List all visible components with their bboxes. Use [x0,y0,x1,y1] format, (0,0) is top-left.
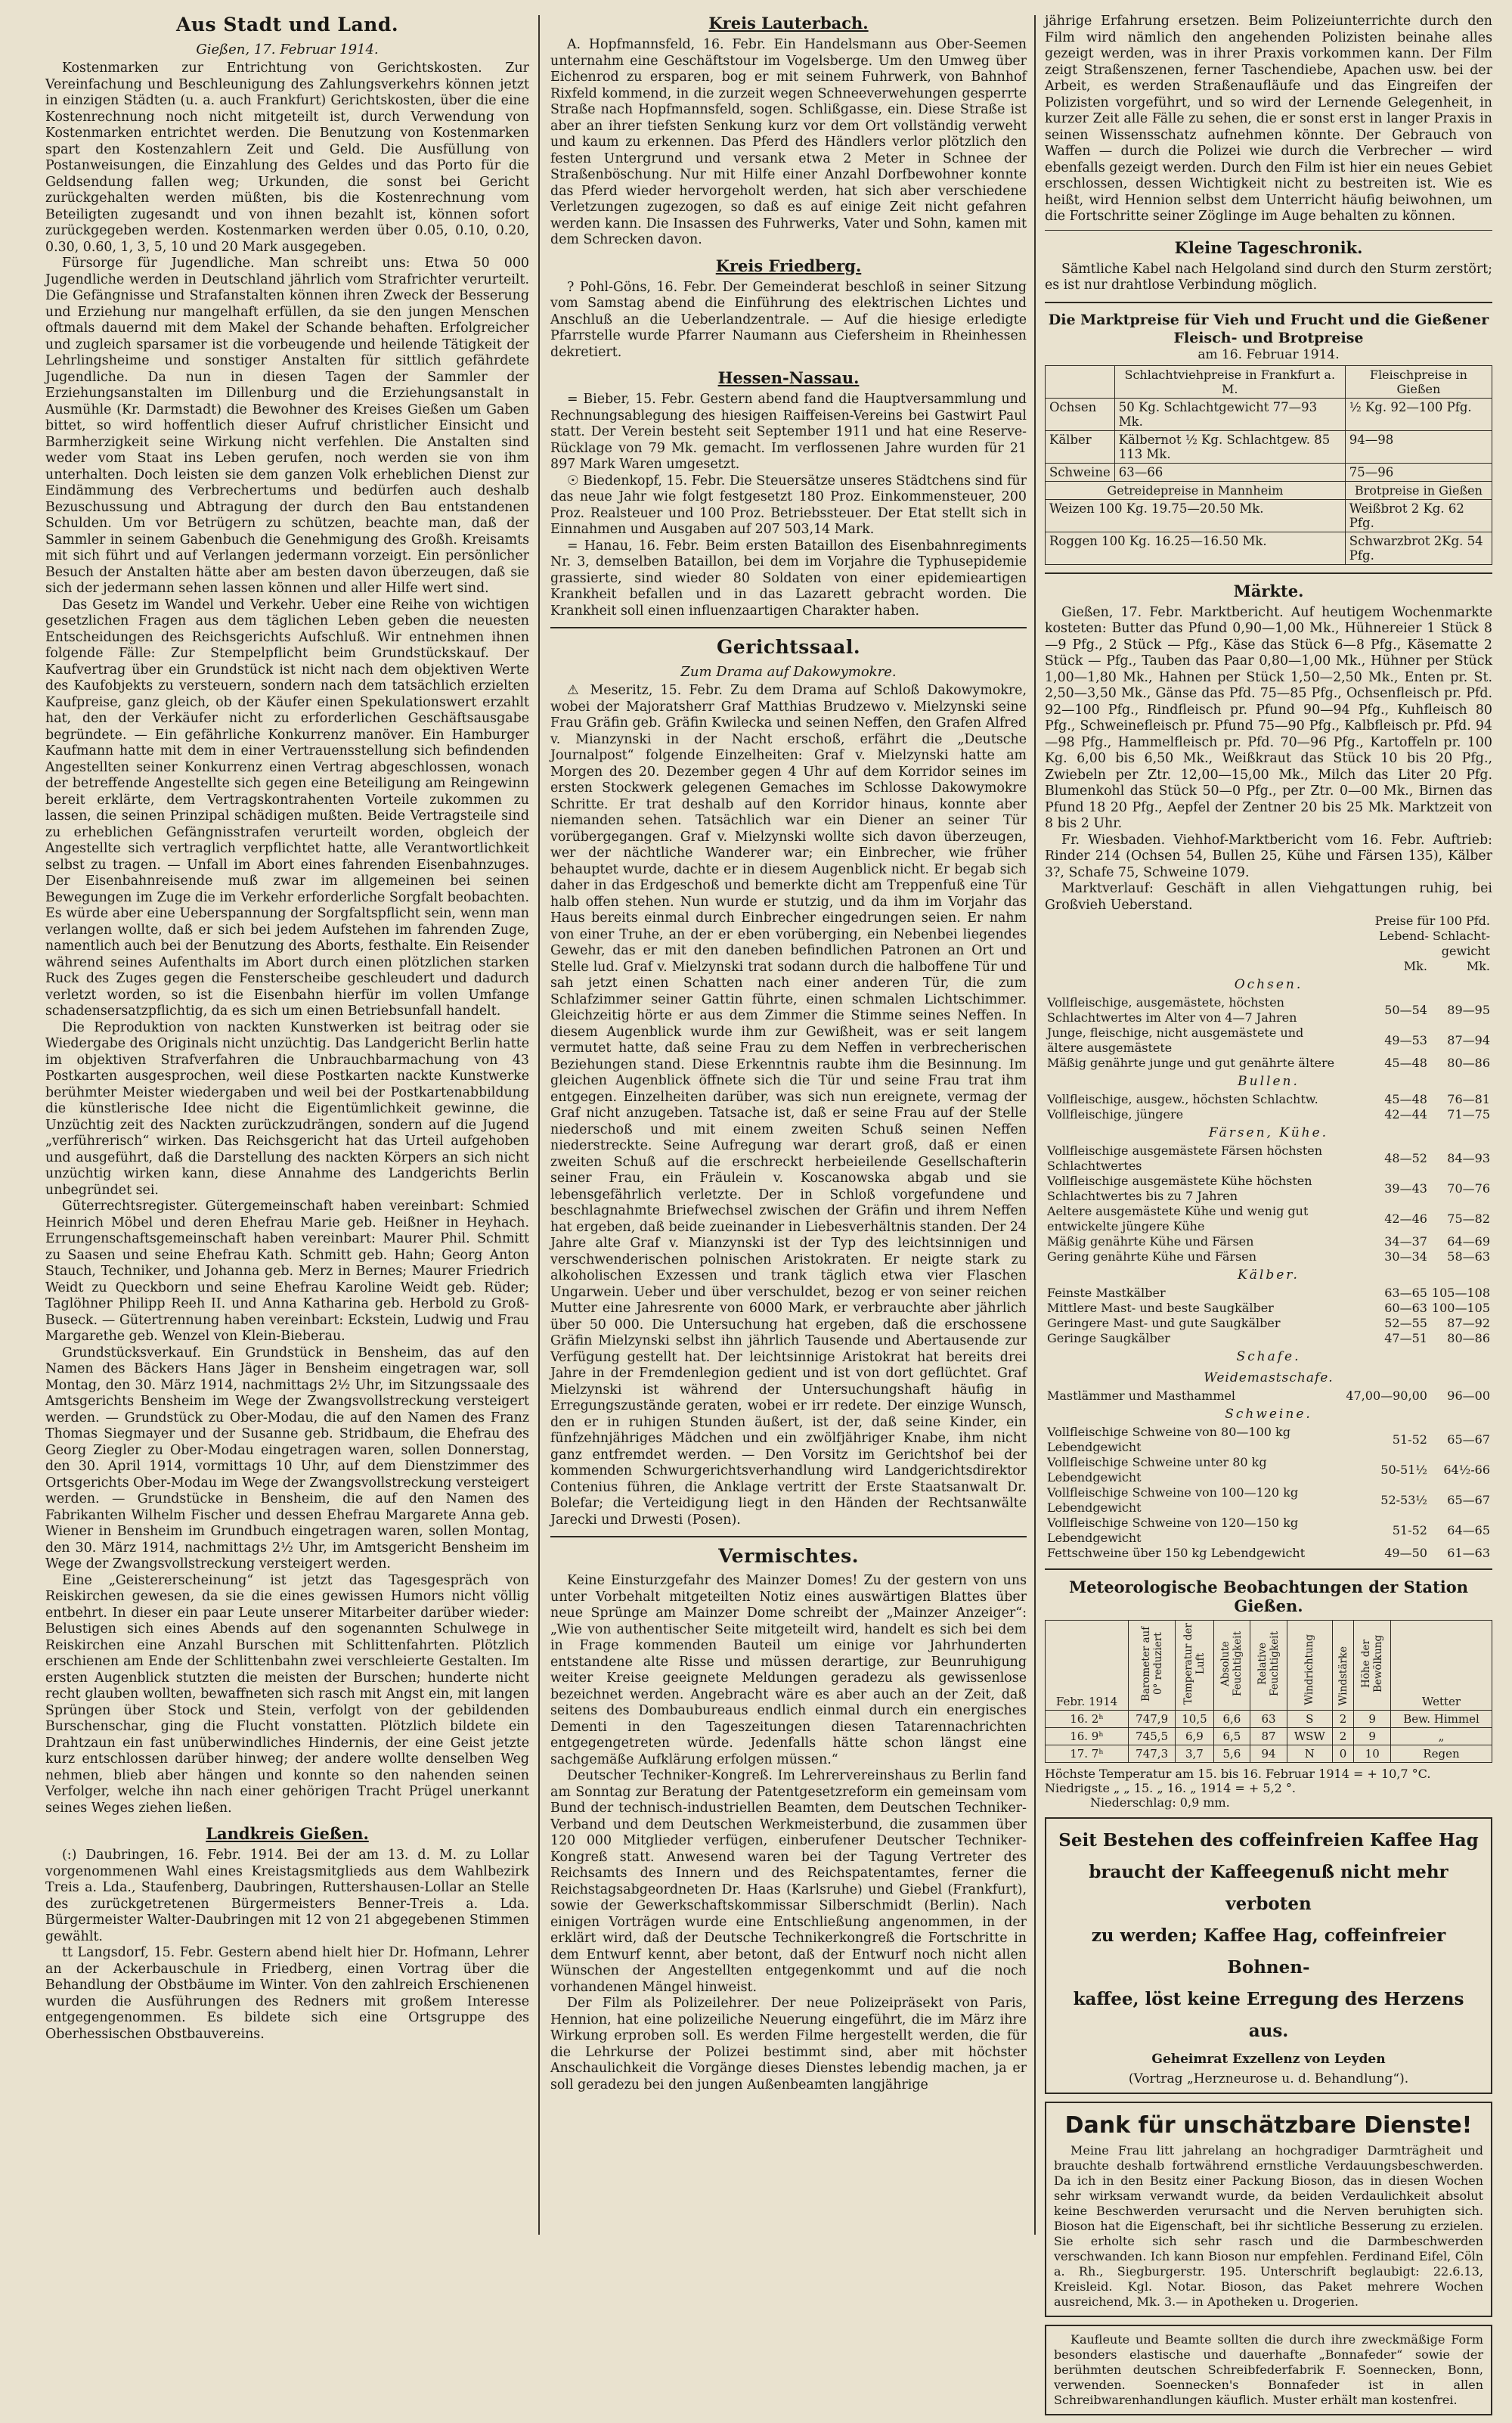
table-cell: 0 [1332,1745,1354,1763]
table-row [1045,1455,1492,1485]
table-cell-value: 105—108 [1431,1286,1490,1300]
table-cell-value: 80—86 [1447,1331,1490,1345]
table-cell: 9 [1354,1728,1391,1745]
table-cell-value: 34—37 [1384,1234,1427,1249]
table-cell-label: Mittlere Mast- und beste Saugkälber [1047,1301,1274,1315]
table-header-label: Temperatur der Luft [1182,1623,1207,1705]
weather-min-temp: Niedrigste „ „ 15. „ 16. „ 1914 = + 5,2 °. [1045,1781,1296,1795]
table-row [1045,1516,1492,1546]
table-row [1045,1143,1492,1174]
market-table-title: Die Marktpreise für Vieh und Frucht und die Gießener Fleisch- und Brotpreise [1048,311,1489,346]
article-kostenmarken: Kostenmarken zur Entrichtung von Gerichtskosten. Zur Vereinfachung und Beschleunigung des Zahlungsverkehrs können jetzt in einzigen Städten (u. a. auch Frankfurt) Gerichtskosten, über die eine Kostenrechnung noch nicht mitgeteilt ist, durch Verwendung von Kostenmarken entrichtet werden. Die Benutzung von Kostenmarken spart den Kostenzahlern Zeit und Geld. Die Ausfüllung von Postanweisungen, die Einzahlung des Geldes und das Porto für die Geldsendung fallen weg; Urkunden, die sonst bei Gericht zurückgehalten werden müßten, bis die Kostenrechnung vom Beteiligten zugesandt und von ihnen bezahlt ist, können sofort zurückgegeben werden. Kostenmarken werden über 0.05, 0.10, 0.20, 0.30, 0.60, 1, 3, 5, 10 und 20 Mark ausgegeben. [45,60,529,255]
table-cell: 745,5 [1129,1728,1176,1745]
table-cell-label: Junge, fleischige, nicht ausgemästete und ältere ausgemästete [1047,1025,1304,1055]
article-reproduktion: Die Reproduktion von nackten Kunstwerken ist beitrag oder sie Wiedergabe des Originals nicht unzüchtig. Das Landgericht Berlin hatte im objektiven Strafverfahren die Unbrauchbarmachung von 43 Postkarten ausgesprochen, weil diese Postkarten nackte Kunstwerke berühmter Meister wiedergaben und weil bei der Postkartenabbildung die künstlerische Idee nicht die Eigentümlichkeit gewinne, die Unzüchtig zeit des Nackten zurückzudrängen, sondern auf die Jugend „verführerisch“ wirken. Das Reichsgericht hat das Urteil aufgehoben und ausgeführt, daß die Darstellung des nackten Körpers an sich nicht unzüchtig wirken kann, diese Annahme des Landgerichts Berlin unbegründet sei. [45,1019,529,1198]
table-cell-value: 49—53 [1384,1033,1427,1047]
table-row [1045,995,1492,1025]
dateline: Gießen, 17. Februar 1914. [196,42,379,57]
table-cell: „ [1391,1728,1492,1745]
weather-precipitation: Niederschlag: 0,9 mm. [1090,1795,1230,1810]
table-group-heading: Schafe. [1236,1349,1301,1364]
table-cell: 6,9 [1176,1728,1213,1745]
table-cell-value: 30—34 [1384,1249,1427,1264]
table-cell: 16. 2ʰ [1046,1711,1129,1728]
table-row [1045,1234,1492,1249]
article-geist: Eine „Geistererscheinung“ ist jetzt das Tagesgespräch von Reiskirchen gewesen, da sie die eines gewissen Humors nicht völlig entbehrt. In dieser ein paar Leute unserer Mitarbeiter darüber wieder: Belustigen sich eines Abends auf den sogenannten Schulwege in Reiskirchen eine Anzahl Burschen mit Schlittenfahrten. Plötzlich erschienen am Ende der Schlittenbahn zwei verschleierte Gestalten. Im ersten Augenblick stutzten die meisten der Burschen; hunderte nicht recht glauben wollten, bewaffneten sich rasch mit Angst ein, mit langen Sprüngen über Stock und Stein, verfolgt von der gebildenden Burschenschar, ging die Flucht vonstatten. Plötzlich bildete ein Drahtzaun ein fast unüberwindliches Hindernis, der eine Geist jetzte kurz entschlossen darüber hinweg; der andere wollte denselben Weg nehmen, blieb aber hängen und konnte so den nahenden seinen Verfolger, welche ihn nach einer gehörigen Tracht Prügel unerkannt seines Weges ziehen ließen. [45,1572,529,1816]
section-title: Vermischtes. [718,1545,859,1567]
table-cell: 63 [1250,1711,1287,1728]
table-cell-value: 61—63 [1447,1546,1490,1560]
table-cell-value: 80—86 [1447,1056,1490,1070]
divider [1045,572,1492,574]
table-cell-label: Mäßig genährte Kühe und Färsen [1047,1234,1254,1249]
table-row [1046,1711,1492,1728]
table-cell: 9 [1354,1711,1391,1728]
article-headline: Zum Drama auf Dakowymokre. [680,664,897,680]
table-cell: 6,5 [1213,1728,1250,1745]
table-cell: WSW [1287,1728,1332,1745]
table-cell-label: Vollfleischige ausgemästete Färsen höchsten Schlachtwertes [1047,1143,1323,1173]
article-hanau: = Hanau, 16. Febr. Beim ersten Bataillon des Eisenbahnregiments Nr. 3, demselben Bataillon, bei dem im Vorjahre die Typhusepidemie grassierte, sind wieder 80 Soldaten von einer epidemieartigen Krankheit befallen und in das Lazarett gebracht worden. Die Krankheit soll einen influenzaartigen Charakter haben. [550,538,1027,619]
weather-table [1045,1620,1492,1763]
subsection-title: Kleine Tageschronik. [1174,237,1363,257]
table-cell: Regen [1391,1745,1492,1763]
table-cell-value: 100—105 [1431,1301,1490,1315]
divider [1045,302,1492,303]
table-header: Getreidepreise in Mannheim [1046,481,1346,499]
table-cell: 747,9 [1129,1711,1176,1728]
table-cell-value: 64½-66 [1443,1463,1490,1477]
table-row: Kälber Kälbernot ½ Kg. Schlachtgew. 85 113 Mk. 94—98 [1046,430,1492,463]
subsection-title: Märkte. [1233,581,1304,600]
table-cell-label: Mastlämmer und Masthammel [1047,1388,1236,1403]
table-row: Schweine 63—66 75—96 [1046,463,1492,481]
article-gesetz: Das Gesetz im Wandel und Verkehr. Ueber eine Reihe von wichtigen gesetzlichen Fragen aus dem täglichen Leben geben die neuesten Entscheidungen des Reichsgerichts Aufschluß. Wir entnehmen ihnen folgende Fälle: Zur Stempelpflicht beim Grundstückskauf. Der Kaufvertrag über ein Grundstück ist nicht nach dem objektiven Werte des Kaufobjekts zu versteuern, sondern nach dem tatsächlich erzielten Kaufpreise, ganz gleich, ob der Käufer einen Spekulationswert erzahlt hat, den der Verkäufer nicht zu erforderlichen Geschäftsausgabe begründete. — Ein gefährliche Konkurrenz manöver. Ein Hamburger Kaufmann hatte mit dem in einer Vertrauensstellung sich befindenden Angestellten seiner Konkurrenz einen Vertrag abgeschlossen, wonach der betreffende Angestellte sich gegen eine Beteiligung am Reingewinn bereit erklärte, dem Vertragskontrahenten Vorteile zukommen zu lassen, die seinen Prinzipal schädigen mußten. Beide Vertragsteile sind zu erheblichen Gefängnisstrafen verurteilt worden, obgleich der Angestellte sich vertraglich verpflichtet hatte, alle Verantwortlichkeit selbst zu tragen. — Unfall im Abort eines fahrenden Eisenbahnzuges. Der Eisenbahnreisende muß zwar im allgemeinen bei seinen Bewegungen im Zuge die im Verkehr erforderliche Sorgfalt beobachten. Es würde aber eine Ueberspannung der Sorgfaltspflicht sein, wenn man verlangen wollte, daß er sich bei jedem Aufstehen im fahrenden Zuge, namentlich auch bei der Benutzung des Aborts, festhalte. Ein Reisender während seines Aufenthalts im Abort durch einen plötzlichen starken Ruck des Zuges gegen die Fensterscheibe geschleudert und dadurch verletzt worden, so ist die Eisenbahn hierfür im vollen Umfange schadensersatzpflichtig, da es sich um einen Betriebsunfall handelt. [45,597,529,1019]
table-row [1045,1204,1492,1234]
table-cell-value: 70—76 [1447,1181,1490,1196]
table-cell-value: 65—67 [1447,1493,1490,1507]
article-film-polizei: Der Film als Polizeilehrer. Der neue Polizeipräsekt von Paris, Hennion, hat eine polizeiliche Neuerung eingeführt, die im März ihre Wirkung erproben soll. Es werden Filme hergestellt werden, die für die Lehrkurse der Polizei bestimmt sind, aber mit höchster Anschaulichkeit die Vorgänge dieses Dienstes lebendig machen, ja er soll geradezu bei den jungen Außenbeamten langjährige [550,1996,1027,2093]
table-row [1045,1286,1492,1301]
table-header [1046,1621,1129,1711]
column-3 [1045,14,1492,2423]
table-header [1354,1621,1391,1711]
divider [1045,230,1492,231]
article-biedenkopf: ☉ Biedenkopf, 15. Febr. Die Steuersätze unseres Städtchens sind für das neue Jahr wie folgt festgesetzt 180 Proz. Einkommensteuer, 200 Proz. Realsteuer und 100 Proz. Betriebssteuer. Der Etat stellt sich in Einnahmen und Ausgaben auf 207 503,14 Mark. [550,473,1027,537]
table-cell-value: 87—92 [1447,1316,1490,1330]
table-cell-value: 60—63 [1384,1301,1427,1315]
table-cell-value: 52—55 [1384,1316,1427,1330]
table-cell: 3,7 [1176,1745,1213,1763]
table-cell: 2 [1332,1728,1354,1745]
table-header [1332,1621,1354,1711]
table-cell-value: 51-52 [1392,1432,1427,1447]
table-header [1129,1621,1176,1711]
table-header [1391,1621,1492,1711]
table-row [1045,1546,1492,1561]
article-hopfmannsfeld: A. Hopfmannsfeld, 16. Febr. Ein Handelsmann aus Ober-Seemen unternahm eine Geschäftstour im Vogelsberge. Um den Umweg über Eichenrod zu ersparen, bog er mit seinem Fuhrwerk, von Bahnhof Rixfeld kommend, in die zurzeit wegen Schneeverwehungen gesperrte Straße nach Hopfmannsfeld, sogen. Schlißgasse, ein. Diese Straße ist aber an ihrer tiefsten Senkung kurz vor dem Ort vollständig verweht und kaum zu erkennen. Das Pferd des Händlers verlor plötzlich den festen Untergrund und versank etwa 2 Meter in Schnee der Straßenböschung. Nur mit Hilfe einer Anzahl Dorfbewohner konnte das Pferd wieder hervorgeholt werden, hat sich aber verschiedene Verletzungen zugezogen, so daß es auf einige Zeit nicht gefahren werden kann. Die Insassen des Fuhrwerks, Vater und Sohn, kamen mit dem Schrecken davon. [550,37,1027,247]
table-row [1045,1056,1492,1071]
table-cell: 10 [1354,1745,1391,1763]
table-header: Fleischpreise in Gießen [1345,365,1492,398]
article-bieber: = Bieber, 15. Febr. Gestern abend fand die Hauptversammlung und Rechnungsablegung des hiesigen Raiffeisen-Vereins bei Gastwirt Paul statt. Der Verein besteht seit September 1911 und hat eine Reserve-Rücklage von 79 Mk. gemacht. Im verflossenen Jahre wurden für 21 897 Mark Waren umgesetzt. [550,392,1027,472]
table-row [1045,1025,1492,1056]
table-row [1045,1388,1492,1404]
table-cell-value: 50—54 [1384,1003,1427,1017]
column-rule [1034,15,1036,2235]
table-cell-label: Vollfleischige ausgemästete Kühe höchsten Schlachtwertes bis zu 7 Jahren [1047,1174,1312,1203]
table-cell-value: 63—65 [1384,1286,1427,1300]
table-row [1045,1301,1492,1316]
table-header-label: Febr. 1914 [1055,1695,1118,1708]
table-cell-value: 87—94 [1447,1033,1490,1047]
table-cell-value: 65—67 [1447,1432,1490,1447]
table-cell-label: Vollfleischige Schweine von 100—120 kg Lebendgewicht [1047,1485,1299,1515]
table-cell-value: 49—50 [1384,1546,1427,1560]
table-group-heading: Bullen. [1238,1074,1300,1089]
table-cell: 94 [1250,1745,1287,1763]
livestock-price-table: Preise für 100 Pfd. Lebend- Schlacht- gewicht Mk. Mk. Ochsen. Vollfleischige, ausgemästete, höchsten Schlachtwertes im Alter von 4—7 Jahren 50—54 89—95 Junge, fleischige, nicht ausgemästete und ältere ausgemästete 49—53 87—94 Mäßig genährte junge und gut genährte ältere 45—48 80—86 Bullen. Vollfleischige, ausgew., höchsten Schlachtw. 45—48 76—81 Vollfleischige, jüngere 42—44 71—75 Färsen, Kühe. Vollfleischige ausgemästete Färsen höchsten Schlachtwertes 48—52 84—93 Vollfleischige ausgemästete Kühe höchsten Schlachtwertes bis zu 7 Jahren 39—43 70—76 Aeltere ausgemästete Kühe und wenig gut entwickelte jüngere Kühe 42—46 75—82 Mäßig genährte Kühe und Färsen 34—37 64—69 Gering genährte Kühe und Färsen 30—34 58—63 Kälber. Feinste Mastkälber 63—65 105—108 Mittlere Mast- und beste Saugkälber 60—63 100—105 Geringere Mast- und gute Saugkälber 52—55 87—92 Geringe Saugkälber 47—51 80—86 Schafe. Weidemastschafe. Mastlämmer und Masthammel 47,00—90,00 96—00 Schweine. Vollfleischige Schweine von 80—100 kg Lebendgewicht 51-52 65—67 Vollfleischige Schweine unter 80 kg Lebendgewicht 50-51½ 64½-66 Vollfleischige Schweine von 100—120 kg Lebendgewicht 52-53½ 65—67 Vollfleischige Schweine von 120—150 kg Lebendgewicht 51-52 64—65 Fettschweine über 150 kg Lebendgewicht 49—50 61—63 [1045,914,1492,1561]
subsection-title: Kreis Friedberg. [715,256,862,275]
weather-title: Meteorologische Beobachtungen der Station Gießen. [1068,1578,1469,1615]
table-cell-label: Fettschweine über 150 kg Lebendgewicht [1047,1546,1306,1560]
market-prices-table [1045,365,1492,565]
article-grundstuecke: Grundstücksverkauf. Ein Grundstück in Bensheim, das auf den Namen des Bäckers Hans Jäger in Bensheim eingetragen war, soll Montag, den 30. März 1914, nachmittags 2½ Uhr, im Sitzungssaale des Amtsgerichts Bensheim im Wege der Zwangsvollstreckung versteigert werden. — Grundstück zu Ober-Modau, die auf den Namen des Franz Thomas Siegmayer und der Susanne geb. Stridbaum, die Ehefrau des Georg Ziegler zu Ober-Modau eingetragen waren, sollen Donnerstag, den 30. April 1914, vormittags 10 Uhr, auf dem Dienstzimmer des Ortsgerichts Ober-Modau im Wege der Zwangsvollstreckung versteigert werden. — Grundstücke in Bensheim, die auf den Namen des Fabrikanten Wilhelm Fischer und dessen Ehefrau Margarete Anna geb. Wiener in Bensheim im Grundbuch eingetragen waren, sollen Montag, den 30. März 1914, nachmittags 2½ Uhr, im Amtsgericht Bensheim im Wege der Zwangsvollstreckung versteigert werden. [45,1345,529,1571]
table-cell-label: Vollfleischige Schweine von 120—150 kg Lebendgewicht [1047,1516,1299,1545]
table-cell-value: 48—52 [1384,1151,1427,1165]
table-cell-value: 75—82 [1447,1212,1490,1226]
article-langsdorf: tt Langsdorf, 15. Febr. Gestern abend hielt hier Dr. Hofmann, Lehrer an der Ackerbauschule in Friedberg, einen Vortrag über die Behandlung der Obstbäume im Winter. Von den zahlreich Erschienenen wurden die Ausführungen des Redners mit großem Interesse entgegengenommen. Es bildete sich eine Ortsgruppe des Oberhessischen Obstbauvereins. [45,1945,529,2042]
divider [550,1536,1027,1537]
table-cell-value: 42—46 [1384,1212,1427,1226]
table-cell-label: Feinste Mastkälber [1047,1286,1166,1300]
article-marktverlauf: Marktverlauf: Geschäft in allen Viehgattungen ruhig, bei Großvieh Ueberstand. [1045,881,1492,913]
table-cell: 10,5 [1176,1711,1213,1728]
table-row [1045,1425,1492,1455]
table-cell-label: Geringere Mast- und gute Saugkälber [1047,1316,1281,1330]
table-group-heading: Schweine. [1225,1407,1312,1422]
market-table-date: am 16. Februar 1914. [1198,346,1340,362]
table-row [1045,1174,1492,1204]
table-group-heading: Ochsen. [1234,977,1303,992]
subsection-title: Landkreis Gießen. [206,1824,369,1843]
table-header: Brotpreise in Gießen [1345,481,1492,499]
section-title: Gerichtssaal. [716,636,861,658]
table-cell-value: 84—93 [1447,1151,1490,1165]
table-cell-value: 76—81 [1447,1092,1490,1106]
subsection-title: Hessen-Nassau. [717,368,860,387]
table-cell-value: 45—48 [1384,1092,1427,1106]
table-cell: N [1287,1745,1332,1763]
table-cell: 2 [1332,1711,1354,1728]
table-cell: 17. 7ʰ [1046,1745,1129,1763]
column-rule [538,15,540,2235]
table-row: Ochsen 50 Kg. Schlachtgewicht 77—93 Mk. ½ Kg. 92—100 Pfg. [1046,398,1492,430]
article-techniker-kongress: Deutscher Techniker-Kongreß. Im Lehrervereinshaus zu Berlin fand am Sonntag zur Beratung der Patentgesetzreform ein gemeinsam vom Bund der technisch-industriellen Beamten, dem Deutschen Techniker-Verband und dem Deutschen Werkmeisterbund, die zusammen über 120 000 Mitglieder verfügen, einberufener Deutscher Techniker-Kongreß statt. Anwesend waren bei der Tagung Vertreter des Reichsamts des Innern und des Reichspatentamtes, ferner die Reichstagsabgeordneten Dr. Haas (Karlsruhe) und Giebel (Frankfurt), sowie der Gewerkschaftskommissar Silberschmidt (Berlin). Nach einigen Vorträgen wurde eine Entschließung angenommen, in der erklärt wird, daß der Deutsche Technikerkongreß die Fortschritte in dem Entwurf kennt, aber betont, daß der Entwurf noch nicht allen Wünschen der Angestellten entgegenkommt und auf die noch vorhandenen Mängel hinweist. [550,1768,1027,1995]
table-group-heading: Weidemastschafe. [1204,1370,1334,1385]
ad-bonnafeder: Kaufleute und Beamte sollten die durch ihre zweckmäßige Form besonders elastische und dauerhafte „Bonnafeder“ sowie der berühmten deutschen Schreibfederfabrik F. Soennecken, Bonn, verwenden. Soennecken's Bonnafeder ist in allen Schreibwarenhandlungen käuflich. Muster erhält man kostenfrei. [1045,2325,1492,2415]
weather-max-temp: Höchste Temperatur am 15. bis 16. Februar 1914 = + 10,7 °C. [1045,1767,1431,1781]
table-cell-value: 58—63 [1447,1249,1490,1264]
table-row: Weizen 100 Kg. 19.75—20.50 Mk. Weißbrot 2 Kg. 62 Pfg. [1046,499,1492,532]
table-row [1045,1107,1492,1122]
table-cell-label: Vollfleischige Schweine von 80—100 kg Lebendgewicht [1047,1425,1290,1454]
subsection-title: Kreis Lauterbach. [708,14,869,33]
table-header [1176,1621,1213,1711]
column-1 [45,14,529,2043]
table-row [1045,1485,1492,1516]
article-meseritz: ⚠ Meseritz, 15. Febr. Zu dem Drama auf Schloß Dakowymokre, wobei der Majoratsherr Graf Matthias Brudzewo v. Mielzynski seine Frau Gräfin geb. Gräfin Kwilecka und seinen Neffen, den Grafen Alfred v. Mianzynski in der Nacht erschoß, erfährt die „Deutsche Journalpost“ folgende Einzelheiten: Graf v. Mielzynski hatte am Morgen des 20. Dezember gegen 4 Uhr auf dem Korridor seines im ersten Stockwerk gelegenen Gemaches im Schlosse Dakowymokre Schritte. Er trat deshalb auf den Korridor hinaus, konnte aber niemanden sehen. Tatsächlich war ein Diener an seiner Tür vorübergegangen. Graf v. Mielzynski wollte sich davon überzeugen, wer der nächtliche Wanderer war; ein Einbrecher, wie früher behauptet wurde, dachte er in diesem Augenblick nicht. Er begab sich daher in das Erdgeschoß und bemerkte dicht am Treppenfuß eine Tür halb offen stehen. Nun wurde er stutzig, und da ihm im Vorjahr das Haus bereits einmal durch Einbrecher eingedrungen seien. Er nahm von einer Truhe, an der er eben vorüberging, ein Nebenbei liegendes Gewehr, das er mit den daneben befindlichen Patronen an Ort und Stelle lud. Graf v. Mielzynski trat sodann durch die halboffene Tür und sah jetzt einen Schatten nach einer anderen Tür, die zum Schlafzimmer seiner Gattin führte, einen schmalen Lichtschimmer. Gleichzeitig hörte er aus dem Zimmer die Stimme seines Neffen. In diesem Augenblick wurde ihm zur Gewißheit, was er seit langem vermutet hatte, daß seine Frau zu dem Neffen in verbrecherischen Beziehungen stand. Diese Erkenntnis raubte ihm die Besinnung. Im gleichen Augenblick öffnete sich die Tür und seine Frau trat ihm entgegen. Einzelheiten darüber, was sich nun ereignete, vermag der Graf nicht anzugeben. Tatsache ist, daß er seine Frau auf der Stelle niederschoß und mit einem zweiten Schuß seinen Neffen niederstreckte. Seine Aufregung war derart groß, daß er einen zweiten Schuß auf die erschreckt herbeieilende Gesellschafterin seiner Frau, ein Fräulein v. Koscanowska abgab und sie lebensgefährlich verletzte. Der in Schloß vorgefundene und beschlagnahmte Briefwechsel zwischen der Gräfin und ihrem Neffen hat ergeben, daß beide zueinander in Liebesverhältnis standen. Der 24 Jahre alte Graf v. Mianzynski ist der Typ des leichtsinnigen und verschwenderischen polnischen Aristokraten. Er neigte stark zu alkoholischen Exzessen und trank täglich etwa vier Flaschen Ungarwein. Ueber und über verschuldet, bezog er von seiner reichen Mutter eine Jahresrente von 6000 Mark, er verbrauchte aber jährlich über 50 000. Die Untersuchung hat ergeben, daß die erschossene Gräfin Mielzynski selbst ihn jährlich Tausende und Abertausende zur Verfügung gestellt hat. Der leichtsinnige Aristokrat hat bereits drei Jahre in der Fremdenlegion gedient und ist von dort geflüchtet. Graf Mielzynski ist während der Untersuchungshaft häufig in Erregungszustände geraten, wobei er irr redete. Der einzige Wunsch, den er in ruhigen Stunden äußert, ist der, daß seine Kinder, ein fünfzehnjähriges Mädchen und ein zwölfjähriger Knabe, ihm nicht ganz entfremdet werden. — Den Vorsitz im Gerichtshof bei der kommenden Schwurgerichtsverhandlung wird Landgerichtsdirektor Contenius führen, die Anklage vertritt der Erste Staatsanwalt Dr. Bolefar; die Verteidigung liegt in den Händen der Rechtsanwälte Jarecki und Drwesti (Posen). [550,683,1027,1528]
section-title: Aus Stadt und Land. [175,14,399,36]
table-cell-label: Vollfleischige, jüngere [1047,1107,1184,1122]
article-mainzer-dom: Keine Einsturzgefahr des Mainzer Domes! Zu der gestern von uns unter Vorbehalt mitgeteilten Notiz eines auswärtigen Blattes über neue Sprünge am Mainzer Dome schreibt der „Mainzer Anzeiger“: „Wie von authentischer Seite mitgeteilt wird, handelt es sich bei dem in Frage kommenden Bauteil um einige vor Jahrhunderten entstandene alte Risse und müssen derartige, zur Beunruhigung weiter Kreise geeignete Meldungen geradezu als gewissenlose bezeichnet werden. Angebracht wäre es aber auch an der Zeit, daß seitens des Dombaubureaus endlich einmal durch ein energisches Dementi in den Tageszeitungen diesen Tatarennachrichten entgegengetreten würde. Jedenfalls hätte schon längst eine sachgemäße Aufklärung erfolgen müssen.“ [550,1573,1027,1767]
table-cell-value: 47—51 [1384,1331,1427,1345]
table-cell-value: 50-51½ [1380,1463,1427,1477]
article-pohl-goens: ? Pohl-Göns, 16. Febr. Der Gemeinderat beschloß in seiner Sitzung vom Samstag abend die Einführung des elektrischen Lichtes und Anschluß an die Ueberlandzentrale. — Auf die hiesige erledigte Pfarrstelle wurde Pfarrer Naumann aus Ciefersheim in Rheinhessen dekretiert. [550,279,1027,360]
table-cell: 87 [1250,1728,1287,1745]
ad-bioson: Dank für unschätzbare Dienste! Meine Frau litt jahrelang an hochgradiger Darmträgheit und brauchte deshalb fortwährend ernstliche Verdauungsbeschwerden. Da ich in den Besitz einer Packung Bioson, das in diesen Wochen sehr wirksam verwandt wurde, da beiden Verdaulichkeit absolut keine Beschwerden verursacht und die Nerven beruhigten sich. Bioson hat die Eigenschaft, bei ihr sichtliche Besserung zu erzielen. Sie erholte sich sehr rasch und die Darmbeschwerden verschwanden. Ich kann Bioson nur empfehlen. Ferdinand Eifel, Cöln a. Rh., Siegburgerstr. 195. Unterschrift beglaubigt: 22.6.13, Kreisleid. Kgl. Notar. Bioson, das Paket mehrere Wochen ausreichend, Mk. 3.— in Apotheken u. Drogerien. [1045,2102,1492,2317]
table-row [1045,1316,1492,1331]
table-cell: 747,3 [1129,1745,1176,1763]
table-header [1287,1621,1332,1711]
table-cell-label: Vollfleischige, ausgemästete, höchsten Schlachtwertes im Alter von 4—7 Jahren [1047,995,1297,1025]
table-cell-value: 64—65 [1447,1523,1490,1537]
ad-kaffee-hag: Seit Bestehen des coffeinfreien Kaffee Hag braucht der Kaffeegenuß nicht mehr verboten zu werden; Kaffee Hag, coffeinfreier Bohnen- kaffee, löst keine Erregung des Herzens aus. Geheimrat Exzellenz von Leyden (Vortrag „Herzneurose u. d. Behandlung“). [1045,1817,1492,2094]
table-cell-value: 51-52 [1392,1523,1427,1537]
table-header-label: Windstärke [1337,1646,1349,1705]
table-header-label: Wetter [1421,1695,1461,1708]
table-cell-value: 52-53½ [1380,1493,1427,1507]
table-row [1045,1092,1492,1107]
table-header [1250,1621,1287,1711]
table-cell-value: 64—69 [1447,1234,1490,1249]
table-row [1046,1745,1492,1763]
table-row [1045,1249,1492,1264]
table-row [1046,1728,1492,1745]
article-giessen-markt: Gießen, 17. Febr. Marktbericht. Auf heutigem Wochenmarkte kosteten: Butter das Pfund 0,90—1,00 Mk., Hühnereier 1 Stück 8—9 Pfg., 2 Stück — Pfg., Käse das Stück 6—8 Pfg., Käsematte 2 Stück — Pfg., Tauben das Paar 0,80—1,00 Mk., Hühner per Stück 1,00—1,80 Mk., Hahnen per Stück 1,50—2,50 Mk., Enten pr. St. 2,50—3,50 Mk., Gänse das Pfd. 75—85 Pfg., Ochsenfleisch pr. Pfd. 92—100 Pfg., Rindfleisch pr. Pfund 90—94 Pfg., Kuhfleisch 80 Pfg., Schweinefleisch pr. Pfund 75—90 Pfg., Kalbfleisch pr. Pfd. 94—98 Pfg., Hammelfleisch pr. Pfd. 70—96 Pfg., Kartoffeln pr. 100 Kg. 6,00 bis 6,50 Mk., Weißkraut das Stück 10 bis 20 Pfg., Zwiebeln per Ztr. 12,00—15,00 Mk., Milch das Liter 20 Pfg. Blumenkohl das Stück 50—0 Pfg., per Ztr. 0—00 Mk., Birnen das Pfund 18 20 Pfg., Aepfel der Zentner 20 bis 25 Mk. Marktzeit von 8 bis 2 Uhr. [1045,604,1492,831]
column-2 [550,14,1027,2093]
divider [550,627,1027,628]
article-helgoland: Sämtliche Kabel nach Helgoland sind durch den Sturm zerstört; es ist nur drahtlose Verbindung möglich. [1045,261,1492,293]
table-cell: 16. 9ʰ [1046,1728,1129,1745]
table-header-label: Windrichtung [1303,1634,1316,1705]
table-header-label: Relative Feuchtigkeit [1256,1631,1281,1696]
table-cell-value: 71—75 [1447,1107,1490,1122]
table-cell-label: Aeltere ausgemästete Kühe und wenig gut entwickelte jüngere Kühe [1047,1204,1309,1233]
table-header-label: Höhe der Bewölkung [1360,1634,1385,1693]
table-header [1213,1621,1250,1711]
table-cell-value: 42—44 [1384,1107,1427,1122]
table-row: Roggen 100 Kg. 16.25—16.50 Mk. Schwarzbrot 2Kg. 54 Pfg. [1046,532,1492,564]
table-header: Schlachtviehpreise in Frankfurt a. M. [1114,365,1345,398]
table-cell-label: Gering genährte Kühe und Färsen [1047,1249,1257,1264]
table-header-label: Barometer auf 0° reduziert [1139,1626,1164,1702]
article-film-continued: jährige Erfahrung ersetzen. Beim Polizeiunterrichte durch den Film wird nämlich den angehenden Polizisten beinahe alles gezeigt werden, was in ihrer Praxis vorkommen kann. Der Film zeigt Straßenszenen, ferner Taschendiebe, Apachen usw. bei der Arbeit, es werden Straßenaufläufe und das Eingreifen der Polizisten vorgeführt, und so wird der Lernende Gelegenheit, in kurzer Zeit alle Fälle zu sehen, die er sonst erst in langer Praxis in seinen Wissensschatz aufnehmen könnte. Der Gebrauch von Waffen — durch die Polizei wie durch die Verbrecher — wird ebenfalls gezeigt werden. Durch den Film ist hier ein neues Gebiet erschlossen, dessen Wichtigkeit nicht zu bestreiten ist. Wie es heißt, wird Hennion selbst dem Unterricht häufig beiwohnen, um die Fortschritte seiner Zöglinge im Auge behalten zu können. [1045,14,1492,224]
table-cell: 5,6 [1213,1745,1250,1763]
table-cell-value: 89—95 [1447,1003,1490,1017]
table-cell: 6,6 [1213,1711,1250,1728]
table-cell-value: 39—43 [1384,1181,1427,1196]
table-cell-value: 96—00 [1447,1388,1490,1403]
table-header-label: Absolute Feuchtigkeit [1219,1631,1244,1696]
table-cell-label: Vollfleischige Schweine unter 80 kg Lebendgewicht [1047,1455,1267,1485]
table-cell-label: Mäßig genährte junge und gut genährte ältere [1047,1056,1335,1070]
table-row [1045,1331,1492,1346]
table-group-heading: Kälber. [1238,1267,1300,1283]
table-cell: Bew. Himmel [1391,1711,1492,1728]
table-cell-label: Vollfleischige, ausgew., höchsten Schlachtw. [1047,1092,1318,1106]
table-group-heading: Färsen, Kühe. [1208,1125,1329,1140]
article-daubringen: (:) Daubringen, 16. Febr. 1914. Bei der am 13. d. M. zu Lollar vorgenommenen Wahl eines Kreistagsmitglieds aus dem Wahlbezirk Treis a. Lda., Staufenberg, Daubringen, Ruttershausen-Lollar an Stelle des zurückgetretenen Bürgermeisters Benner-Treis a. Lda. Bürgermeister Walter-Daubringen mit 12 von 21 abgegebenen Stimmen gewählt. [45,1847,529,1944]
table-cell-value: 47,00—90,00 [1346,1388,1427,1403]
table-cell-label: Geringe Saugkälber [1047,1331,1170,1345]
article-gueterrecht: Güterrechtsregister. Gütergemeinschaft haben vereinbart: Schmied Heinrich Möbel und deren Ehefrau Marie geb. Heißner in Heyhach. Errungenschaftsgemeinschaft haben vereinbart: Maurer Phil. Schmitt zu Saasen und seine Ehefrau Kath. Schmitt geb. Hahn; Georg Anton Stauch, Techniker, und Johanna geb. Merz in Bernes; Maurer Friedrich Weidt zu Queckborn und seine Ehefrau Karoline Weidt geb. Rüder; Taglöhner Philipp Reeh II. und Anna Katharina geb. Herbold zu Groß-Buseck. — Gütertrennung haben vereinbart: Eckstein, Ludwig und Frau Margarethe geb. Wenzel von Klein-Bieberau. [45,1199,529,1344]
table-cell-value: 45—48 [1384,1056,1427,1070]
divider [1045,1568,1492,1570]
article-fuersorge: Fürsorge für Jugendliche. Man schreibt uns: Etwa 50 000 Jugendliche werden in Deutschland jährlich vom Strafrichter verurteilt. Die Gefängnisse und Strafanstalten können ihren Zweck der Besserung und Erziehung nur mangelhaft erfüllen, da sie den jungen Menschen oftmals dauernd mit dem Makel der Schande behaften. Erfolgreicher und zugleich sparsamer ist die vorbeugende und heilende Tätigkeit der Lehrlingsheime und sonstiger Anstalten für sittlich gefährdete Jugendliche. Da nun in diesen Tagen der Sammler der Erziehungsanstalten im Dillenburg und die Erziehungsanstalt in Ausmühle (Kr. Darmstadt) die Bewohner des Kreises Gießen um Gaben bittet, so wird hoffentlich dieser Aufruf christlicher Einsicht und Barmherzigkeit seine Wirkung nicht verfehlen. Die Anstalten sind weder vom Staat ins Leben gerufen, noch werden sie von ihm unterhalten. Doch leisten sie dem ganzen Volk erheblichen Dienst zur Eindämmung des Verbrechertums und bedürfen auch deshalb Bezuschussung und Abtragung der durch den Bau entstandenen Schulden. Um vor Betrügern zu schützen, beachte man, daß der Sammler in seinem Gabenbuch die Genehmigung des Großh. Kreisamts mit sich führt und auf Verlangen jedermann vorzeigt. Ein persönlicher Besuch der Anstalten hätte aber am besten davon überzeugen, daß sie sich der jedermann sehen lassen können und aller Hilfe wert sind. [45,256,529,596]
article-wiesbaden-viehhof: Fr. Wiesbaden. Viehhof-Marktbericht vom 16. Febr. Auftrieb: Rinder 214 (Ochsen 54, Bullen 25, Kühe und Färsen 135), Kälber 3?, Schafe 75, Schweine 1079. [1045,832,1492,880]
table-cell: S [1287,1711,1332,1728]
